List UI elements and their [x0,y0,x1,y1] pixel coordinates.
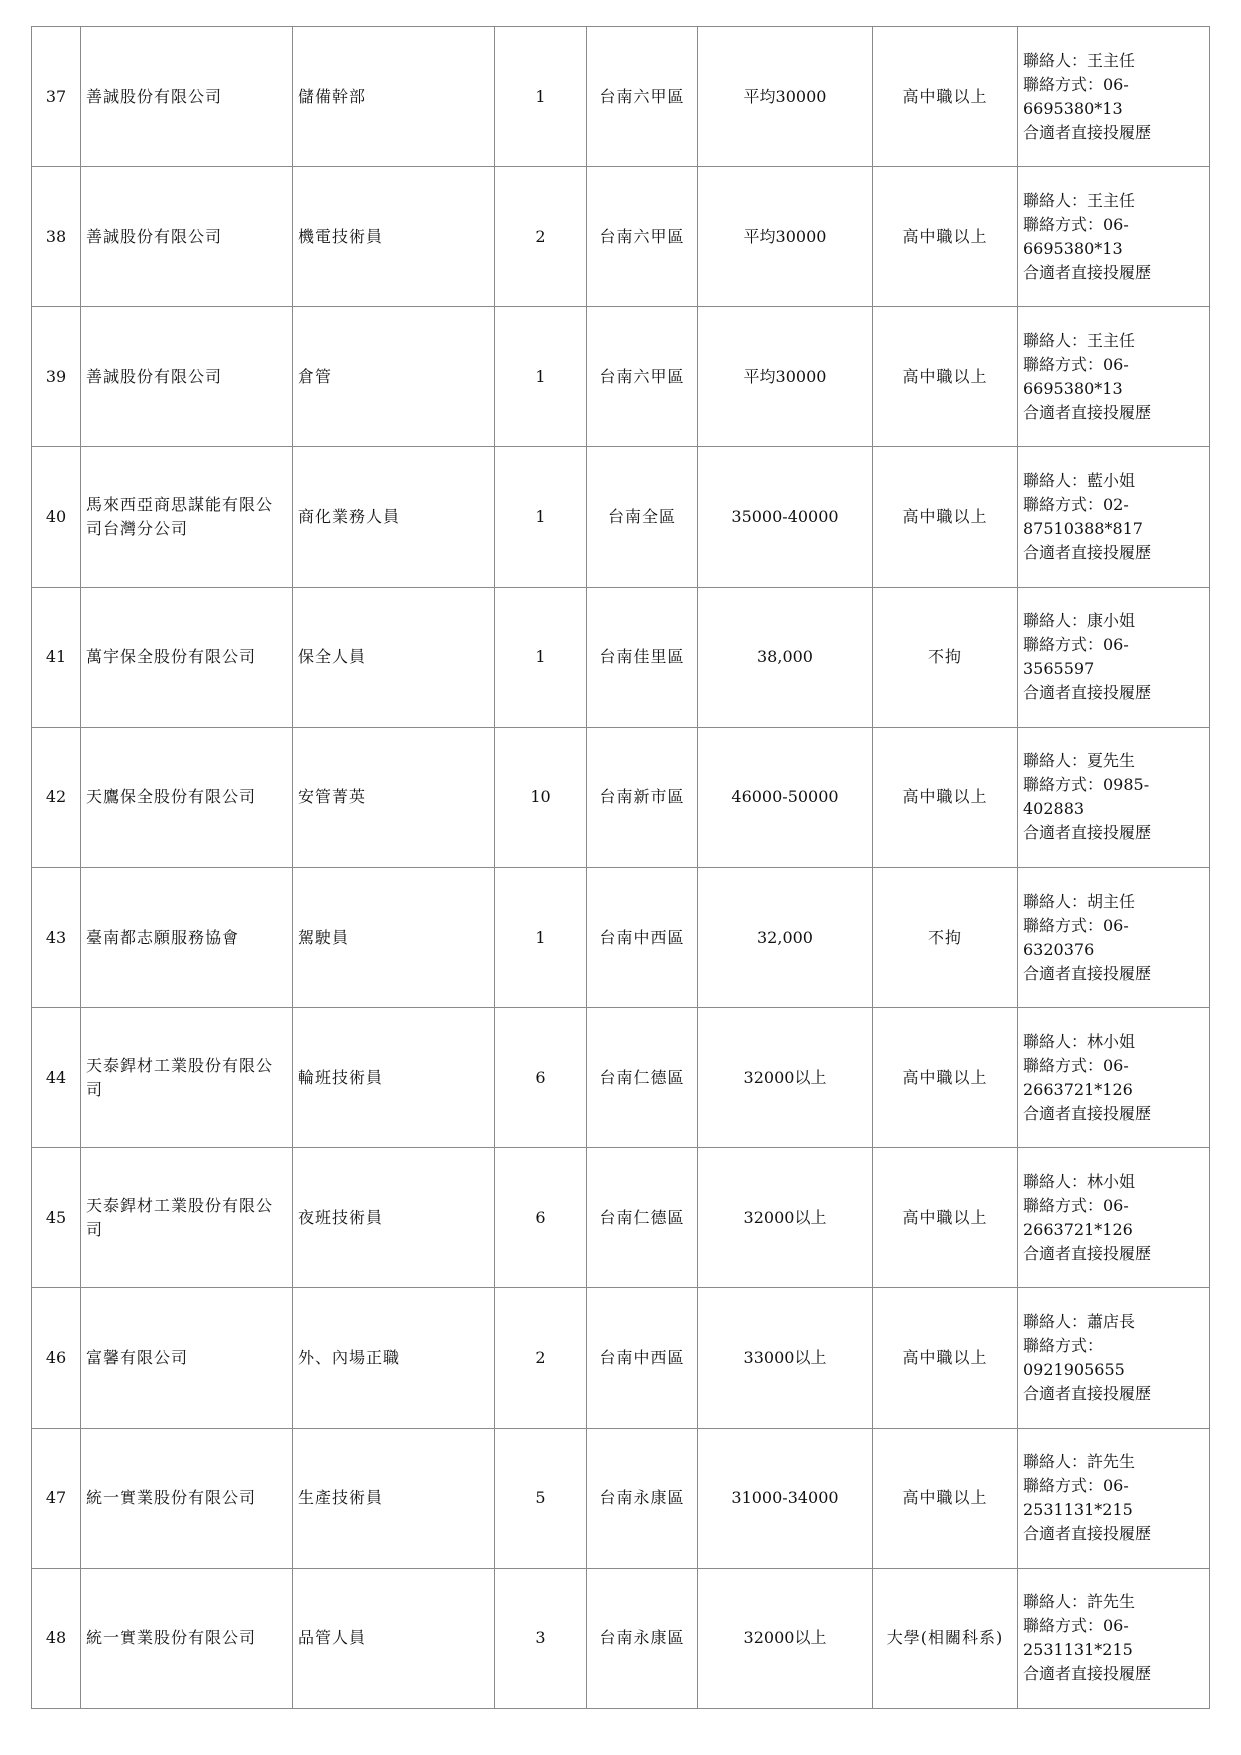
contact-line: 2663721*126 [1023,1079,1133,1099]
contact-line: 聯絡方式：0985- [1023,775,1150,795]
contact-line: 合適者直接投履歷 [1023,1383,1152,1403]
table-row [32,727,1210,867]
contact-line: 2531131*215 [1023,1500,1133,1520]
job-title: 倉管 [293,307,495,447]
work-location: 台南永康區 [587,1568,698,1708]
contact-info [1018,1148,1210,1288]
contact-line: 聯絡方式：06- [1023,635,1129,655]
openings-count: 1 [495,867,587,1007]
work-location: 台南六甲區 [587,307,698,447]
openings-count: 2 [495,167,587,307]
openings-count: 10 [495,727,587,867]
contact-info [1018,307,1210,447]
education-requirement: 高中職以上 [873,1428,1018,1568]
contact-line: 聯絡方式：06- [1023,1055,1129,1075]
contact-line: 合適者直接投履歷 [1023,823,1152,843]
education-requirement: 高中職以上 [873,307,1018,447]
row-number: 45 [32,1148,81,1288]
contact-line: 聯絡人：蕭店長 [1023,1311,1136,1331]
salary: 46000-50000 [698,727,873,867]
contact-line: 合適者直接投履歷 [1023,963,1152,983]
contact-line: 聯絡方式：06- [1023,1616,1129,1636]
education-requirement: 高中職以上 [873,167,1018,307]
company-name: 統一實業股份有限公司 [81,1568,293,1708]
work-location: 台南新市區 [587,727,698,867]
education-requirement: 大學(相關科系) [873,1568,1018,1708]
openings-count: 6 [495,1008,587,1148]
salary: 平均30000 [698,307,873,447]
education-requirement: 不拘 [873,587,1018,727]
education-requirement: 不拘 [873,867,1018,1007]
work-location: 台南六甲區 [587,27,698,167]
salary: 35000-40000 [698,447,873,587]
company-name: 善誠股份有限公司 [81,307,293,447]
contact-info [1018,867,1210,1007]
table-row [32,587,1210,727]
work-location: 台南中西區 [587,867,698,1007]
contact-line: 合適者直接投履歷 [1023,402,1152,422]
company-name: 馬來西亞商思謀能有限公司台灣分公司 [81,447,293,587]
work-location: 台南全區 [587,447,698,587]
contact-line: 6695380*13 [1023,238,1123,258]
education-requirement: 高中職以上 [873,1288,1018,1428]
company-name: 天鷹保全股份有限公司 [81,727,293,867]
contact-line: 合適者直接投履歷 [1023,543,1152,563]
contact-line: 合適者直接投履歷 [1023,1664,1152,1684]
contact-line: 聯絡人：許先生 [1023,1452,1136,1472]
row-number: 39 [32,307,81,447]
contact-line: 2531131*215 [1023,1640,1133,1660]
contact-line: 聯絡方式：06- [1023,915,1129,935]
contact-info [1018,1568,1210,1708]
company-name: 善誠股份有限公司 [81,167,293,307]
table-row [32,1568,1210,1708]
contact-line: 聯絡方式：02- [1023,495,1129,515]
row-number: 43 [32,867,81,1007]
contact-line: 合適者直接投履歷 [1023,122,1152,142]
company-name: 天泰銲材工業股份有限公司 [81,1148,293,1288]
contact-line: 聯絡人：林小姐 [1023,1171,1136,1191]
contact-line: 聯絡方式：06- [1023,1476,1129,1496]
salary: 38,000 [698,587,873,727]
row-number: 48 [32,1568,81,1708]
work-location: 台南中西區 [587,1288,698,1428]
contact-line: 合適者直接投履歷 [1023,683,1152,703]
table-row [32,1428,1210,1568]
contact-line: 聯絡方式：06- [1023,74,1129,94]
job-title: 品管人員 [293,1568,495,1708]
contact-line: 聯絡人：王主任 [1023,190,1136,210]
work-location: 台南六甲區 [587,167,698,307]
job-title: 駕駛員 [293,867,495,1007]
salary: 32000以上 [698,1148,873,1288]
job-title: 儲備幹部 [293,27,495,167]
contact-line: 聯絡人：王主任 [1023,330,1136,350]
salary: 32000以上 [698,1008,873,1148]
openings-count: 1 [495,447,587,587]
table-body [32,27,1210,1709]
contact-line: 合適者直接投履歷 [1023,1103,1152,1123]
contact-line: 合適者直接投履歷 [1023,262,1152,282]
job-title: 機電技術員 [293,167,495,307]
row-number: 37 [32,27,81,167]
row-number: 41 [32,587,81,727]
salary: 32,000 [698,867,873,1007]
row-number: 46 [32,1288,81,1428]
salary: 平均30000 [698,27,873,167]
work-location: 台南永康區 [587,1428,698,1568]
openings-count: 1 [495,27,587,167]
contact-line: 聯絡人：夏先生 [1023,751,1136,771]
contact-info [1018,1428,1210,1568]
education-requirement: 高中職以上 [873,727,1018,867]
openings-count: 5 [495,1428,587,1568]
contact-line: 聯絡方式：06- [1023,214,1129,234]
job-title: 外、內場正職 [293,1288,495,1428]
company-name: 萬宇保全股份有限公司 [81,587,293,727]
education-requirement: 高中職以上 [873,27,1018,167]
contact-line: 聯絡方式： [1023,1335,1104,1355]
salary: 平均30000 [698,167,873,307]
table-row [32,167,1210,307]
openings-count: 6 [495,1148,587,1288]
work-location: 台南仁德區 [587,1008,698,1148]
job-title: 生產技術員 [293,1428,495,1568]
contact-info [1018,587,1210,727]
company-name: 善誠股份有限公司 [81,27,293,167]
table-row [32,1008,1210,1148]
company-name: 臺南都志願服務協會 [81,867,293,1007]
contact-line: 合適者直接投履歷 [1023,1524,1152,1544]
salary: 32000以上 [698,1568,873,1708]
openings-count: 1 [495,587,587,727]
contact-line: 402883 [1023,799,1085,819]
contact-line: 聯絡人：胡主任 [1023,891,1136,911]
job-title: 輪班技術員 [293,1008,495,1148]
openings-count: 1 [495,307,587,447]
contact-line: 聯絡人：藍小姐 [1023,471,1136,491]
education-requirement: 高中職以上 [873,447,1018,587]
company-name: 天泰銲材工業股份有限公司 [81,1008,293,1148]
contact-info [1018,447,1210,587]
job-title: 保全人員 [293,587,495,727]
contact-line: 6320376 [1023,939,1095,959]
row-number: 44 [32,1008,81,1148]
contact-line: 合適者直接投履歷 [1023,1243,1152,1263]
job-title: 夜班技術員 [293,1148,495,1288]
contact-line: 2663721*126 [1023,1219,1133,1239]
contact-info [1018,27,1210,167]
salary: 33000以上 [698,1288,873,1428]
contact-line: 3565597 [1023,659,1095,679]
education-requirement: 高中職以上 [873,1148,1018,1288]
company-name: 統一實業股份有限公司 [81,1428,293,1568]
contact-line: 聯絡人：林小姐 [1023,1031,1136,1051]
contact-line: 聯絡方式：06- [1023,1195,1129,1215]
job-title: 商化業務人員 [293,447,495,587]
table-row [32,307,1210,447]
contact-line: 87510388*817 [1023,519,1143,539]
contact-info [1018,167,1210,307]
contact-line: 6695380*13 [1023,98,1123,118]
education-requirement: 高中職以上 [873,1008,1018,1148]
table-row [32,447,1210,587]
salary: 31000-34000 [698,1428,873,1568]
contact-line: 聯絡人：許先生 [1023,1592,1136,1612]
contact-line: 聯絡人：康小姐 [1023,611,1136,631]
openings-count: 3 [495,1568,587,1708]
row-number: 40 [32,447,81,587]
openings-count: 2 [495,1288,587,1428]
row-number: 47 [32,1428,81,1568]
job-title: 安管菁英 [293,727,495,867]
table-row [32,867,1210,1007]
contact-info [1018,727,1210,867]
contact-info [1018,1008,1210,1148]
contact-line: 0921905655 [1023,1359,1125,1379]
company-name: 富馨有限公司 [81,1288,293,1428]
row-number: 38 [32,167,81,307]
contact-line: 聯絡方式：06- [1023,354,1129,374]
contact-line: 聯絡人：王主任 [1023,50,1136,70]
work-location: 台南佳里區 [587,587,698,727]
table-row [32,1148,1210,1288]
contact-line: 6695380*13 [1023,378,1123,398]
table-row [32,27,1210,167]
row-number: 42 [32,727,81,867]
contact-info [1018,1288,1210,1428]
table-row [32,1288,1210,1428]
work-location: 台南仁德區 [587,1148,698,1288]
job-listing-table [31,26,1210,1709]
